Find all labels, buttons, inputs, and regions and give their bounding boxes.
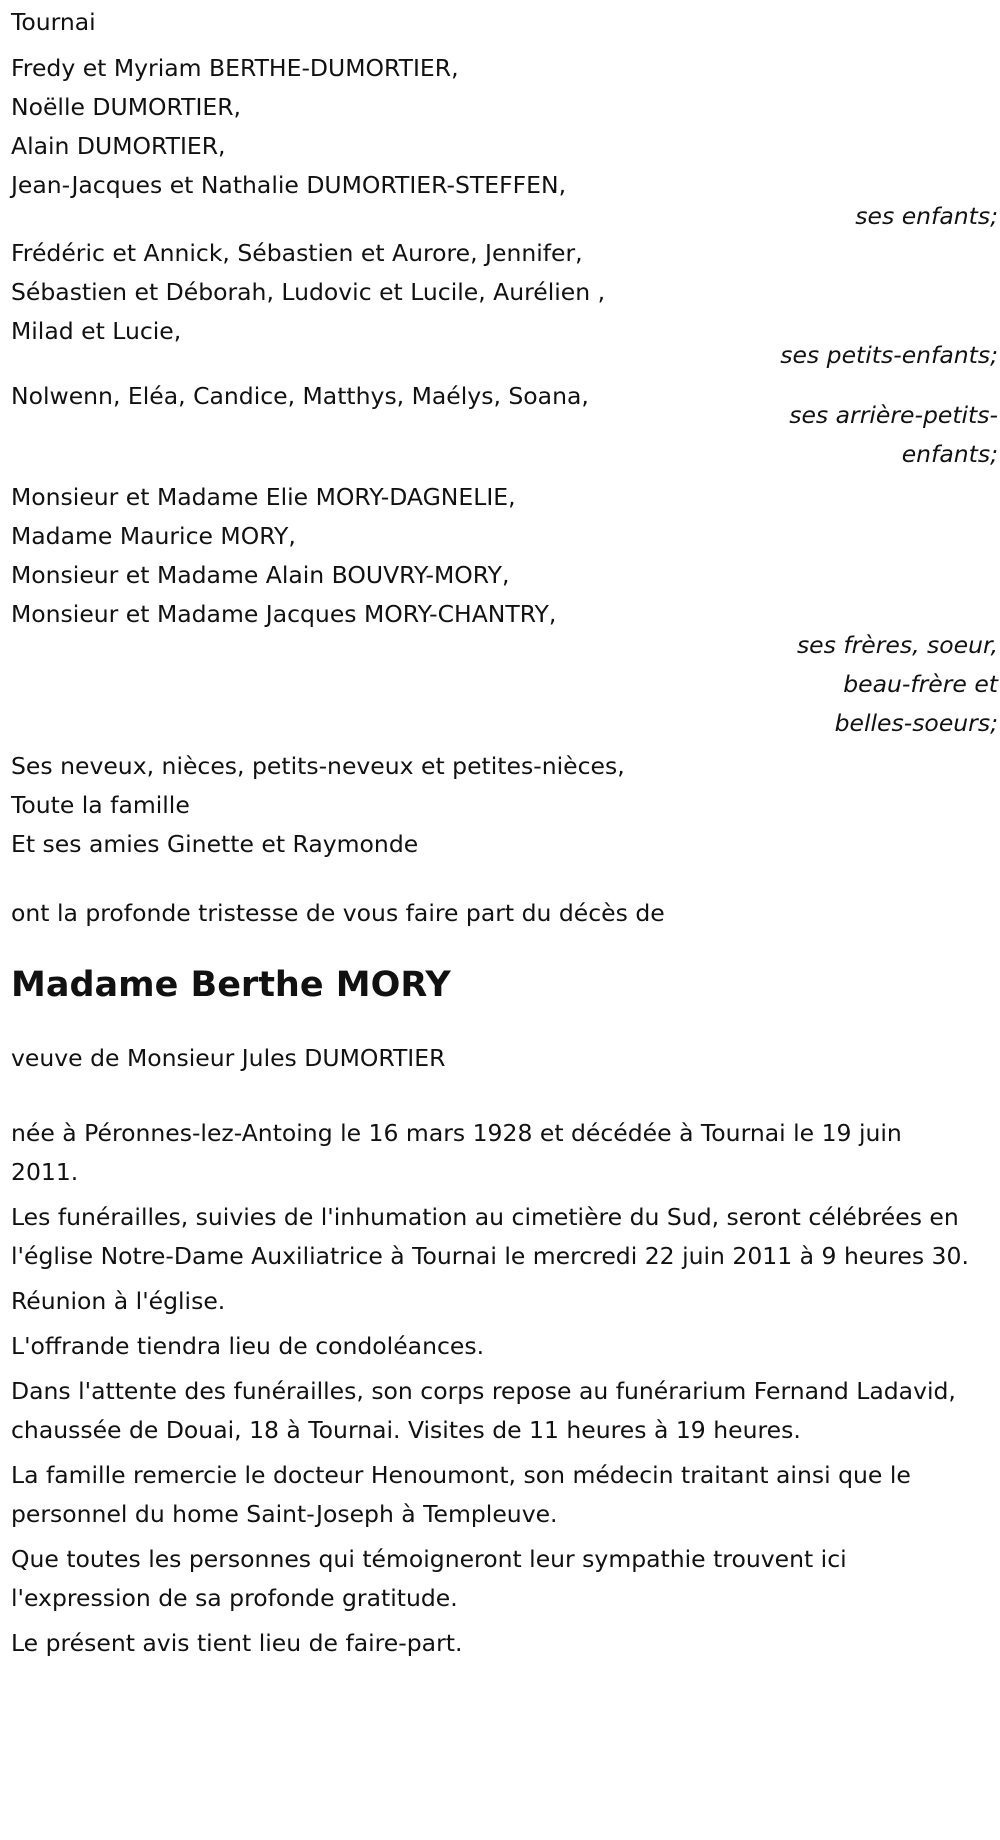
relation-label: enfants; xyxy=(901,440,998,468)
relation-label: ses frères, soeur, xyxy=(796,631,998,659)
obituary-details xyxy=(11,1114,1000,1663)
siblings-group xyxy=(11,478,1000,743)
grandchildren-names xyxy=(11,234,711,351)
city-heading: Tournai xyxy=(11,8,96,36)
family-name-line: Madame Maurice MORY, xyxy=(11,522,296,550)
other-relatives xyxy=(11,747,1000,864)
family-name-line: Monsieur et Madame Jacques MORY-CHANTRY, xyxy=(11,600,557,628)
notice-paragraph: Le présent avis tient lieu de faire-part. xyxy=(11,1629,463,1657)
gratitude-paragraph: Que toutes les personnes qui témoigneront leur sympathie trouvent ici l'expression de sa profonde gratitude. xyxy=(11,1545,847,1612)
family-name-line: Nolwenn, Eléa, Candice, Matthys, Maélys, Soana, xyxy=(11,382,589,410)
obituary-page xyxy=(0,3,1000,1840)
family-name-line: Fredy et Myriam BERTHE-DUMORTIER, xyxy=(11,54,459,82)
widow-of-text: veuve de Monsieur Jules DUMORTIER xyxy=(11,1044,446,1072)
great-grandchildren-relation xyxy=(771,396,1000,474)
funeral-paragraph: Les funérailles, suivies de l'inhumation au cimetière du Sud, seront célébrées en l'église Notre-Dame Auxiliatrice à Tournai le mercredi 22 juin 2011 à 9 heures 30. xyxy=(11,1203,969,1270)
birth-death-paragraph: née à Péronnes-lez-Antoing le 16 mars 1928 et décédée à Tournai le 19 juin 2011. xyxy=(11,1119,902,1186)
deceased-name: Madame Berthe MORY xyxy=(11,965,451,1005)
relation-label: beau-frère et xyxy=(843,670,998,698)
family-name-line: Ses neveux, nièces, petits-neveux et petites-nièces, xyxy=(11,752,625,780)
children-names xyxy=(11,49,711,205)
siblings-names xyxy=(11,478,711,634)
family-name-line: Toute la famille xyxy=(11,791,190,819)
family-name-line: Jean-Jacques et Nathalie DUMORTIER-STEFFEN, xyxy=(11,171,567,199)
family-name-line: Milad et Lucie, xyxy=(11,317,182,345)
obituary-document xyxy=(11,3,1000,1663)
meeting-paragraph: Réunion à l'église. xyxy=(11,1287,226,1315)
great-grandchildren-group xyxy=(11,377,1000,474)
funerarium-paragraph: Dans l'attente des funérailles, son corps repose au funérarium Fernand Ladavid, chaussée de Douai, 18 à Tournai. Visites de 11 heures à 19 heures. xyxy=(11,1377,956,1444)
family-name-line: Noëlle DUMORTIER, xyxy=(11,93,242,121)
children-group xyxy=(11,49,1000,236)
family-name-line: Sébastien et Déborah, Ludovic et Lucile, Aurélien , xyxy=(11,278,606,306)
family-name-line: Et ses amies Ginette et Raymonde xyxy=(11,830,419,858)
announcement-text: ont la profonde tristesse de vous faire part du décès de xyxy=(11,899,665,927)
grandchildren-group xyxy=(11,234,1000,375)
relation-label: belles-soeurs; xyxy=(834,709,998,737)
relation-label: ses enfants; xyxy=(855,202,998,230)
great-grandchildren-row xyxy=(11,377,1000,474)
family-name-line: Monsieur et Madame Alain BOUVRY-MORY, xyxy=(11,561,510,589)
family-name-line: Alain DUMORTIER, xyxy=(11,132,226,160)
thanks-paragraph: La famille remercie le docteur Henoumont, son médecin traitant ainsi que le personnel du home Saint-Joseph à Templeuve. xyxy=(11,1461,911,1528)
family-name-line: Monsieur et Madame Elie MORY-DAGNELIE, xyxy=(11,483,516,511)
offering-paragraph: L'offrande tiendra lieu de condoléances. xyxy=(11,1332,485,1360)
family-name-line: Frédéric et Annick, Sébastien et Aurore, Jennifer, xyxy=(11,239,583,267)
siblings-relation xyxy=(11,626,1000,743)
relation-label: ses petits-enfants; xyxy=(780,341,998,369)
relation-label: ses arrière-petits- xyxy=(789,401,998,429)
